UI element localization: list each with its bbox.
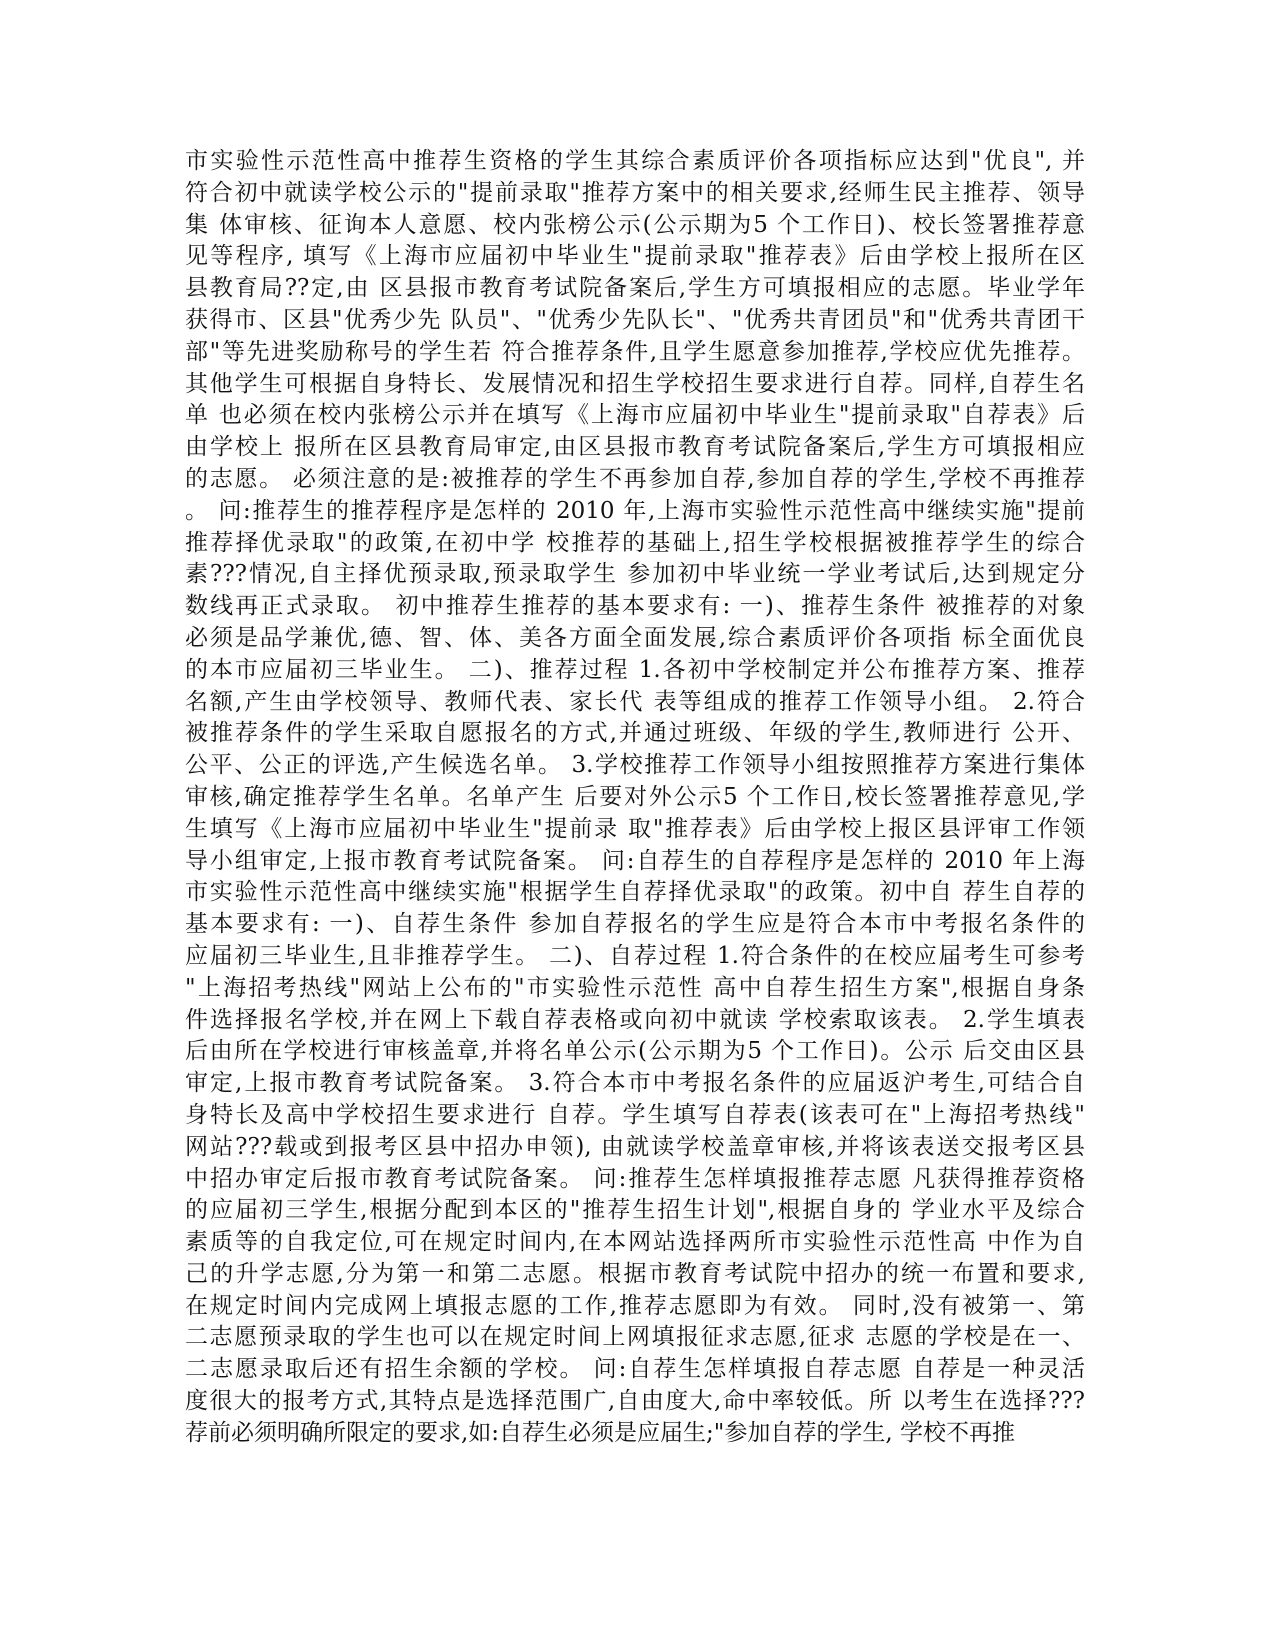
text-line: 的本市应届初三毕业生。 二)、推荐过程 1.各初中学校制定并公布推荐方案、推荐 xyxy=(185,656,1085,683)
text-line: 由学校上 报所在区县教育局审定,由区县报市教育考试院备案后,学生方可填报相应 xyxy=(185,434,1085,461)
text-line: 二志愿录取后还有招生余额的学校。 问:自荐生怎样填报自荐志愿 自荐是一种灵活 xyxy=(185,1356,1085,1383)
text-line: 素质等的自我定位,可在规定时间内,在本网站选择两所市实验性示范性高 中作为自 xyxy=(185,1229,1085,1256)
text-line: 名额,产生由学校领导、教师代表、家长代 表等组成的推荐工作领导小组。 2.符合 xyxy=(185,688,1085,715)
text-line: 在规定时间内完成网上填报志愿的工作,推荐志愿即为有效。 同时,没有被第一、第 xyxy=(185,1292,1085,1319)
body-text xyxy=(185,146,1085,1450)
text-line: 见等程序, 填写《上海市应届初中毕业生"提前录取"推荐表》后由学校上报所在区 xyxy=(185,243,1085,270)
text-line: 符合初中就读学校公示的"提前录取"推荐方案中的相关要求,经师生民主推荐、领导 xyxy=(185,179,1085,206)
text-line: 基本要求有: 一)、自荐生条件 参加自荐报名的学生应是符合本市中考报名条件的 xyxy=(185,911,1085,938)
text-line: 集 体审核、征询本人意愿、校内张榜公示(公示期为5 个工作日)、校长签署推荐意 xyxy=(185,211,1085,238)
text-line: 网站???载或到报考区县中招办申领), 由就读学校盖章审核,并将该表送交报考区县 xyxy=(185,1133,1085,1160)
text-line: 市实验性示范性高中继续实施"根据学生自荐择优录取"的政策。初中自 荐生自荐的 xyxy=(185,879,1085,906)
text-line: 必须是品学兼优,德、智、体、美各方面全面发展,综合素质评价各项指 标全面优良 xyxy=(185,624,1085,651)
text-line: 审定,上报市教育考试院备案。 3.符合本市中考报名条件的应届返沪考生,可结合自 xyxy=(185,1070,1085,1097)
text-line: 被推荐条件的学生采取自愿报名的方式,并通过班级、年级的学生,教师进行 公开、 xyxy=(185,720,1085,747)
text-line: 审核,确定推荐学生名单。名单产生 后要对外公示5 个工作日,校长签署推荐意见,学 xyxy=(185,783,1085,810)
text-line: 中招办审定后报市教育考试院备案。 问:推荐生怎样填报推荐志愿 凡获得推荐资格 xyxy=(185,1165,1085,1192)
text-line: 的应届初三学生,根据分配到本区的"推荐生招生计划",根据自身的 学业水平及综合 xyxy=(185,1197,1085,1224)
text-line: "上海招考热线"网站上公布的"市实验性示范性 高中自荐生招生方案",根据自身条 xyxy=(185,974,1085,1001)
text-line: 件选择报名学校,并在网上下载自荐表格或向初中就读 学校索取该表。 2.学生填表 xyxy=(185,1006,1085,1033)
text-line: 公平、公正的评选,产生候选名单。 3.学校推荐工作领导小组按照推荐方案进行集体 xyxy=(185,752,1085,779)
text-line: 素???情况,自主择优预录取,预录取学生 参加初中毕业统一学业考试后,达到规定分 xyxy=(185,561,1085,588)
text-line: 度很大的报考方式,其特点是选择范围广,自由度大,命中率较低。所 以考生在选择??? xyxy=(185,1388,1085,1415)
text-line: 身特长及高中学校招生要求进行 自荐。学生填写自荐表(该表可在"上海招考热线" xyxy=(185,1101,1085,1128)
text-line: 生填写《上海市应届初中毕业生"提前录 取"推荐表》后由学校上报区县评审工作领 xyxy=(185,815,1085,842)
text-line: 市实验性示范性高中推荐生资格的学生其综合素质评价各项指标应达到"优良", 并 xyxy=(185,148,1085,174)
text-line: 其他学生可根据自身特长、发展情况和招生学校招生要求进行自荐。同样,自荐生名 xyxy=(185,370,1085,397)
text-line: 。 问:推荐生的推荐程序是怎样的 2010 年,上海市实验性示范性高中继续实施"提前 xyxy=(185,497,1085,524)
text-line: 导小组审定,上报市教育考试院备案。 问:自荐生的自荐程序是怎样的 2010 年上海 xyxy=(185,847,1085,874)
text-line: 荐前必须明确所限定的要求,如:自荐生必须是应届生;"参加自荐的学生, 学校不再推 xyxy=(185,1419,1016,1446)
text-line: 推荐择优录取"的政策,在初中学 校推荐的基础上,招生学校根据被推荐学生的综合 xyxy=(185,529,1085,556)
text-line: 己的升学志愿,分为第一和第二志愿。根据市教育考试院中招办的统一布置和要求, xyxy=(185,1260,1085,1287)
text-line: 获得市、区县"优秀少先 队员"、"优秀少先队长"、"优秀共青团员"和"优秀共青团干 xyxy=(185,306,1085,333)
text-line: 数线再正式录取。 初中推荐生推荐的基本要求有: 一)、推荐生条件 被推荐的对象 xyxy=(185,593,1085,620)
text-line: 县教育局??定,由 区县报市教育考试院备案后,学生方可填报相应的志愿。毕业学年 xyxy=(185,275,1085,302)
text-line: 应届初三毕业生,且非推荐学生。 二)、自荐过程 1.符合条件的在校应届考生可参考 xyxy=(185,942,1085,969)
text-line: 单 也必须在校内张榜公示并在填写《上海市应届初中毕业生"提前录取"自荐表》后 xyxy=(185,402,1085,429)
text-line: 后由所在学校进行审核盖章,并将名单公示(公示期为5 个工作日)。公示 后交由区县 xyxy=(185,1038,1085,1065)
text-line: 部"等先进奖励称号的学生若 符合推荐条件,且学生愿意参加推荐,学校应优先推荐。 xyxy=(185,338,1085,365)
text-line: 的志愿。 必须注意的是:被推荐的学生不再参加自荐,参加自荐的学生,学校不再推荐 xyxy=(185,465,1085,492)
text-line: 二志愿预录取的学生也可以在规定时间上网填报征求志愿,征求 志愿的学校是在一、 xyxy=(185,1324,1085,1351)
